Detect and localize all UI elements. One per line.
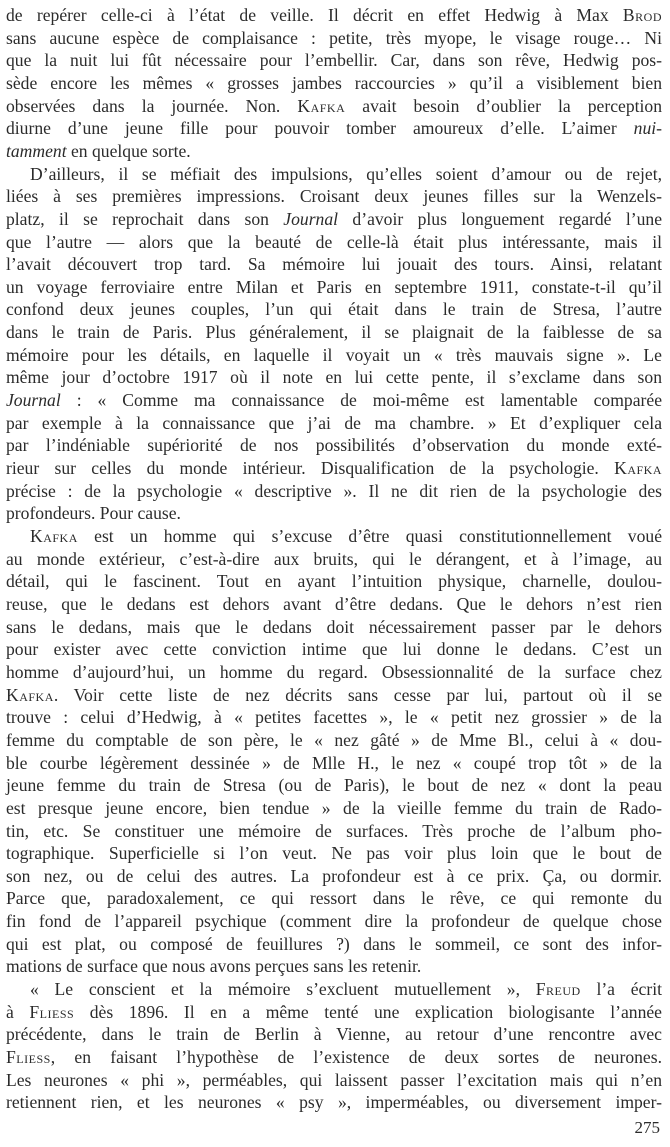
text-line: Parce que, paradoxalement, ce qui ressort dans le rêve, ce qui remonte du	[6, 888, 662, 908]
text-line: tin, etc. Se constituer une mémoire de surfaces. Très proche de l’album pho-	[6, 821, 662, 841]
text-line: Fliess, en faisant l’hypothèse de l’existence de deux sortes de neurones.	[6, 1047, 662, 1067]
text-line: confond deux jeunes couples, l’un qui était dans le train de Stresa, l’autre	[6, 299, 662, 319]
text-line: rieur sur celles du monde intérieur. Disqualification de la psychologie. Kafka	[6, 458, 662, 478]
text-line: un voyage ferroviaire entre Milan et Paris en septembre 1911, constate-t-il qu’il	[6, 277, 662, 297]
text-line: liées à ses premières impressions. Croisant deux jeunes filles sur la Wenzels-	[6, 186, 662, 206]
text-line: à Fliess dès 1896. Il en a même tenté une explication biologisante l’année	[6, 1002, 662, 1022]
text-line: Les neurones « phi », perméables, qui laissent passer l’excitation mais qui n’en	[6, 1070, 662, 1090]
text-line: par exemple à la connaissance que j’ai de ma chambre. » Et d’expliquer cela	[6, 413, 662, 433]
text-line: par l’indéniable supériorité de nos possibilités d’observation du monde exté-	[6, 435, 662, 455]
text-line: l’avait découvert trop tard. Sa mémoire lui jouait des tours. Ainsi, relatant	[6, 254, 662, 274]
text-line: son nez, ou de celui des autres. La profondeur est à ce prix. Ça, ou dormir.	[6, 866, 662, 886]
text-line: tamment en quelque sorte.	[6, 141, 191, 161]
text-line: platz, il se reprochait dans son Journal d’avoir plus longuement regardé l’une	[6, 209, 663, 229]
text-line: précise : de la psychologie « descriptive ». Il ne dit rien de la psychologie des	[6, 481, 662, 501]
text-line: détail, qui le fascinent. Tout en ayant l’intuition physique, charnelle, doulou-	[6, 571, 662, 591]
text-line: reuse, que le dedans est dehors avant d’être dedans. Que le dehors n’est rien	[6, 594, 662, 614]
text-line: profondeurs. Pour cause.	[6, 503, 181, 523]
text-line: homme d’aujourd’hui, un homme du regard. Obsessionnalité de la surface chez	[6, 662, 662, 682]
text-line: tographique. Superficielle si l’on veut. Ne pas voir plus loin que le bout de	[6, 843, 662, 863]
text-line: femme du comptable de son père, le « nez gâté » de Mme Bl., celui à « dou-	[6, 730, 662, 750]
text-line: dans le train de Paris. Plus généralement, il se plaignait de la faiblesse de sa	[6, 322, 662, 342]
text-line: au monde extérieur, c’est-à-dire aux bruits, qui le dérangent, et à l’image, au	[6, 549, 662, 569]
text-line: observées dans la journée. Non. Kafka avait besoin d’oublier la perception	[6, 96, 662, 116]
text-line: Kafka. Voir cette liste de nez décrits sans cesse par lui, partout où il se	[6, 685, 662, 705]
text-line: trouve : celui d’Hedwig, à « petites facettes », le « petit nez grossier » de la	[6, 707, 662, 727]
text-line: « Le conscient et la mémoire s’excluent mutuellement », Freud l’a écrit	[30, 979, 663, 999]
text-line: même jour d’octobre 1917 où il note en lui cette pente, il s’exclame dans son	[6, 367, 662, 387]
text-line: diurne d’une jeune fille pour pouvoir tomber amoureux d’elle. L’aimer nui-	[6, 118, 662, 138]
text-line: sans aucune espèce de complaisance : petite, très myope, le visage rouge… Ni	[6, 28, 662, 48]
text-line: D’ailleurs, il se méfiait des impulsions, qu’elles soient d’amour ou de rejet,	[30, 164, 662, 184]
text-line: est presque jeune encore, bien tendue » de la vieille femme du train de Rado-	[6, 798, 662, 818]
text-line: que la nuit lui fût nécessaire pour l’embellir. Car, dans son rêve, Hedwig pos-	[6, 50, 662, 70]
text-line: mations de surface que nous avons perçues sans les retenir.	[6, 956, 422, 976]
text-line: pour exister avec cette conviction intime que lui donne le dedans. C’est un	[6, 639, 662, 659]
text-line: retiennent rien, et les neurones « psy », imperméables, ou diversement imper-	[6, 1092, 662, 1112]
text-line: de repérer celle-ci à l’état de veille. Il décrit en effet Hedwig à Max Brod	[6, 5, 662, 25]
text-line: Journal : « Comme ma connaissance de moi-même est lamentable comparée	[6, 390, 662, 410]
text-line: mémoire pour les détails, en laquelle il voyait un « très mauvais signe ». Le	[6, 345, 662, 365]
text-line: jeune femme du train de Stresa (ou de Paris), le bout de nez « dont la peau	[6, 775, 662, 795]
page-number: 275	[634, 1118, 660, 1137]
text-line: fin fond de l’appareil psychique (comment dire la profondeur de quelque chose	[6, 911, 662, 931]
text-line: sans le dedans, mais que le dedans doit nécessairement passer par le dehors	[6, 617, 662, 637]
text-line: qui est plat, ou composé de feuillures ?) dans le sommeil, ce sont des infor-	[6, 934, 662, 954]
text-line: Kafka est un homme qui s’excuse d’être quasi constitutionnellement voué	[30, 526, 662, 546]
text-line: sède encore les mêmes « grosses jambes raccourcies » qu’il a visiblement bien	[6, 73, 662, 93]
text-line: précédente, dans le train de Berlin à Vienne, au retour d’une rencontre avec	[6, 1024, 662, 1044]
text-line: que l’autre — alors que la beauté de celle-là était plus intéressante, mais il	[6, 232, 662, 252]
text-line: ble courbe légèrement dessinée » de Mlle H., le nez « coupé trop tôt » de la	[6, 753, 662, 773]
